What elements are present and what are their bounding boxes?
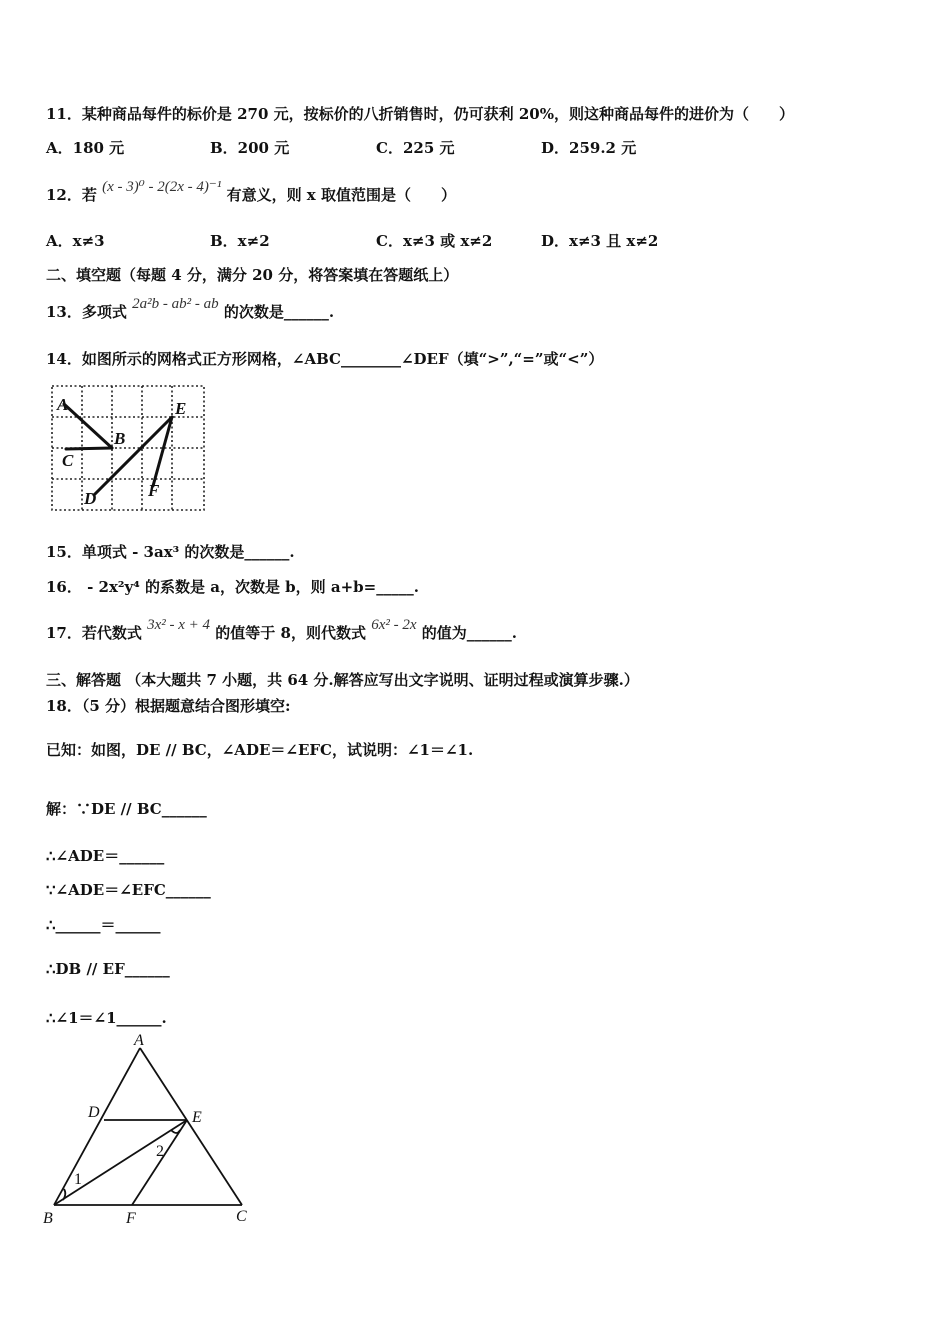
side-ac bbox=[140, 1048, 242, 1205]
q18-given: 已知：如图，DE // BC，∠ADE＝∠EFC，试说明：∠1＝∠1. bbox=[46, 741, 474, 759]
q14-stem: 14．如图所示的网格式正方形网格，∠ABC________∠DEF（填“>”,“=”或“<”） bbox=[46, 350, 604, 368]
q14-label-a: A bbox=[57, 395, 69, 414]
q18-step-6: ∴∠1＝∠1______. bbox=[46, 1009, 167, 1027]
q11-option-d: D．259.2 元 bbox=[541, 139, 637, 157]
q12-option-d: D．x≠3 且 x≠2 bbox=[541, 232, 659, 250]
q11-stem: 11．某种商品每件的标价是 270 元，按标价的八折销售时，仍可获利 20%，则这种商品每件的进价为（ ） bbox=[46, 105, 794, 123]
q17-suffix: 的值为______. bbox=[421, 624, 517, 642]
q17-stem bbox=[46, 617, 517, 643]
q13-expression: 2a²b - ab² - ab bbox=[132, 296, 219, 312]
q18-label-a: A bbox=[134, 1032, 144, 1049]
q18-title: 18．（5 分）根据题意结合图形填空: bbox=[46, 697, 291, 715]
q17-expression-1: 3x² - x + 4 bbox=[147, 617, 211, 633]
q18-step-2: ∴∠ADE＝______ bbox=[46, 847, 165, 865]
q17-prefix: 17．若代数式 bbox=[46, 624, 142, 642]
segment-cb bbox=[66, 448, 112, 449]
q18-label-d: D bbox=[88, 1104, 100, 1121]
q12-suffix: 有意义，则 x 取值范围是（ ） bbox=[226, 186, 456, 204]
segment-be bbox=[54, 1120, 187, 1205]
q18-step-1: 解：∵DE // BC______ bbox=[46, 800, 207, 818]
q16-stem: 16． - 2x²y⁴ 的系数是 a，次数是 b，则 a+b=_____. bbox=[46, 578, 419, 596]
side-ab bbox=[54, 1048, 140, 1205]
section3-heading: 三、解答题 （本大题共 7 小题，共 64 分.解答应写出文字说明、证明过程或演算步骤.） bbox=[46, 671, 639, 689]
q18-triangle-figure bbox=[40, 1032, 270, 1232]
q12-stem bbox=[46, 179, 456, 205]
q13-prefix: 13．多项式 bbox=[46, 303, 127, 321]
q18-label-e: E bbox=[192, 1109, 202, 1126]
q12-option-b: B．x≠2 bbox=[210, 232, 270, 250]
q14-grid-figure bbox=[48, 382, 208, 516]
section2-heading: 二、填空题（每题 4 分，满分 20 分，将答案填在答题纸上） bbox=[46, 266, 459, 284]
q11-option-a: A．180 元 bbox=[46, 139, 125, 157]
q12-expression: (x - 3)⁰ - 2(2x - 4)⁻¹ bbox=[102, 179, 222, 195]
q13-suffix: 的次数是______. bbox=[223, 303, 335, 321]
q12-option-c: C．x≠3 或 x≠2 bbox=[376, 232, 493, 250]
angle-1-arc bbox=[63, 1189, 65, 1200]
segment-ab bbox=[64, 404, 112, 448]
q17-middle: 的值等于 8，则代数式 bbox=[215, 624, 366, 642]
q12-option-a: A．x≠3 bbox=[46, 232, 105, 250]
q18-step-4: ∴______＝______ bbox=[46, 916, 161, 934]
q18-label-f: F bbox=[126, 1210, 136, 1227]
q14-label-e: E bbox=[175, 399, 187, 418]
q14-label-b: B bbox=[114, 429, 126, 448]
q18-label-angle-2: 2 bbox=[156, 1143, 164, 1160]
q11-option-b: B．200 元 bbox=[210, 139, 290, 157]
q11-option-c: C．225 元 bbox=[376, 139, 455, 157]
q18-step-3: ∵∠ADE＝∠EFC______ bbox=[46, 881, 211, 899]
q18-label-b: B bbox=[43, 1210, 53, 1227]
q15-stem: 15．单项式 - 3ax³ 的次数是______. bbox=[46, 543, 295, 561]
q18-label-angle-1: 1 bbox=[74, 1171, 82, 1188]
q12-prefix: 12．若 bbox=[46, 186, 97, 204]
q18-step-5: ∴DB // EF______ bbox=[46, 960, 170, 978]
q18-label-c: C bbox=[236, 1208, 247, 1225]
angle-2-arc bbox=[171, 1130, 180, 1133]
q14-label-f: F bbox=[148, 481, 160, 500]
q13-stem bbox=[46, 296, 335, 322]
q17-expression-2: 6x² - 2x bbox=[371, 617, 417, 633]
q14-label-c: C bbox=[62, 451, 74, 470]
q14-label-d: D bbox=[84, 489, 97, 508]
